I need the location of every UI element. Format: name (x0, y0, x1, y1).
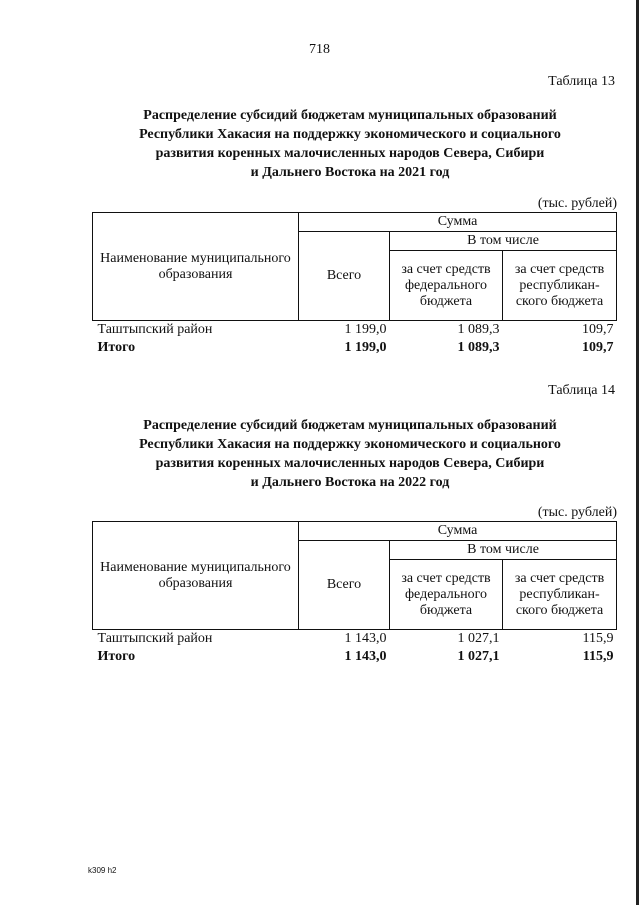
page-number: 718 (309, 42, 330, 57)
row-total: 1 143,0 (344, 631, 387, 646)
table-14-title-line: Республики Хакасия на поддержку экономического и социального (139, 437, 561, 452)
row-republican: 109,7 (582, 322, 614, 337)
table-14-title-line: Распределение субсидий бюджетам муниципальных образований (143, 418, 557, 433)
row-federal: 1 089,3 (457, 322, 500, 337)
row-name: Таштыпский район (97, 322, 213, 337)
total-federal: 1 089,3 (457, 340, 500, 355)
table-14-label: Таблица 14 (548, 383, 615, 398)
table-13-title-line: Распределение субсидий бюджетам муниципальных образований (143, 108, 557, 123)
table-13-title (62, 106, 638, 182)
table-14-units: (тыс. рублей) (537, 505, 617, 520)
header-total: Всего (299, 541, 390, 630)
table-13 (92, 212, 617, 357)
table-row (93, 321, 617, 340)
total-row (93, 339, 617, 357)
table-13-title-line: и Дальнего Востока на 2021 год (250, 165, 450, 180)
total-total: 1 199,0 (344, 340, 387, 355)
total-republican: 115,9 (582, 649, 614, 664)
table-14-title (62, 416, 638, 492)
total-federal: 1 027,1 (457, 649, 500, 664)
table-13-units: (тыс. рублей) (537, 196, 617, 211)
header-total: Всего (299, 232, 390, 321)
header-federal: за счет средств федерального бюджета (390, 560, 503, 630)
header-including: В том числе (390, 232, 617, 251)
row-name: Таштыпский район (97, 631, 213, 646)
total-row (93, 648, 617, 666)
table-14-title-line: и Дальнего Востока на 2022 год (250, 475, 450, 490)
header-federal: за счет средств федерального бюджета (390, 251, 503, 321)
row-republican: 115,9 (582, 631, 614, 646)
header-municipality: Наименование муниципального образования (93, 213, 299, 321)
table-13-title-line: Республики Хакасия на поддержку экономического и социального (139, 127, 561, 142)
total-name: Итого (97, 340, 136, 355)
header-sum: Сумма (299, 522, 617, 541)
header-republican: за счет средств республикан-ского бюджета (503, 560, 617, 630)
footer-code: k309 h2 (88, 866, 117, 875)
header-republican: за счет средств республикан-ского бюджета (503, 251, 617, 321)
table-row (93, 630, 617, 649)
total-republican: 109,7 (582, 340, 614, 355)
row-total: 1 199,0 (344, 322, 387, 337)
total-total: 1 143,0 (344, 649, 387, 664)
table-14-title-line: развития коренных малочисленных народов Севера, Сибири (155, 456, 545, 471)
header-sum: Сумма (299, 213, 617, 232)
row-federal: 1 027,1 (457, 631, 500, 646)
header-including: В том числе (390, 541, 617, 560)
table-14 (92, 521, 617, 666)
header-municipality: Наименование муниципального образования (93, 522, 299, 630)
table-13-label: Таблица 13 (548, 74, 615, 89)
table-13-title-line: развития коренных малочисленных народов Севера, Сибири (155, 146, 545, 161)
total-name: Итого (97, 649, 136, 664)
